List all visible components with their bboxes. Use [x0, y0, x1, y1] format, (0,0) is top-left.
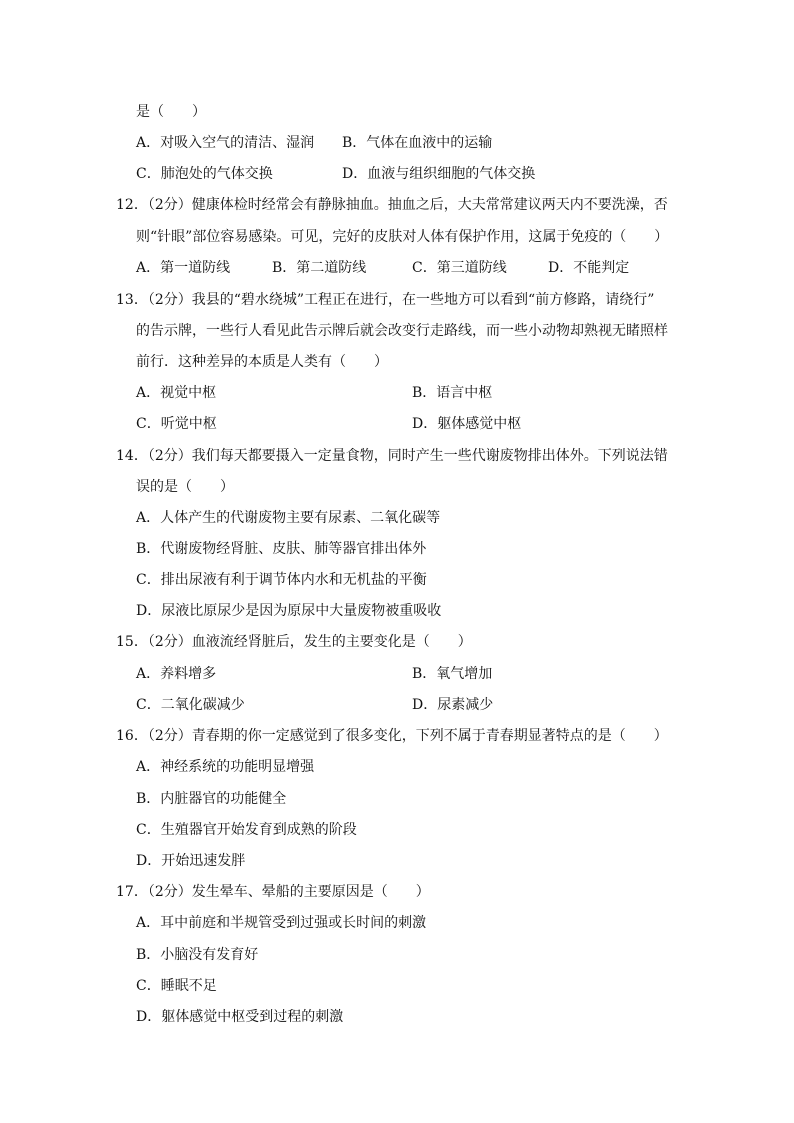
q12-option-c: C．第三道防线	[412, 260, 507, 276]
q16-option-b: B．内脏器官的功能健全	[136, 791, 287, 807]
q14-stem-line2: 误的是（ ）	[136, 479, 234, 495]
q14-stem-line1: 14．（2分）我们每天都要摄入一定量食物，同时产生一些代谢废物排出体外。下列说法错	[116, 448, 668, 464]
q13-stem-line2: 的告示牌，一些行人看见此告示牌后就会改变行走路线，而一些小动物却熟视无睹照样	[136, 323, 668, 339]
q17-option-c: C．睡眠不足	[136, 978, 217, 994]
q14-option-d: D．尿液比原尿少是因为原尿中大量废物被重吸收	[136, 603, 442, 619]
q15-stem-line1: 15．（2分）血液流经肾脏后，发生的主要变化是（ ）	[116, 634, 472, 650]
q11-stem-tail: 是（ ）	[136, 104, 206, 120]
q15-option-d: D．尿素减少	[412, 697, 494, 713]
q16-option-c: C．生殖器官开始发育到成熟的阶段	[136, 822, 357, 838]
q13-stem-line1: 13．（2分）我县的“碧水绕城”工程正在进行，在一些地方可以看到“前方修路，请绕行”	[116, 292, 655, 308]
q16-option-a: A．神经系统的功能明显增强	[136, 759, 315, 775]
q11-option-d: D．血液与组织细胞的气体交换	[342, 166, 536, 182]
q11-option-b: B．气体在血液中的运输	[342, 135, 493, 151]
q15-option-c: C．二氧化碳减少	[136, 697, 245, 713]
q17-option-a: A．耳中前庭和半规管受到过强或长时间的刺激	[136, 915, 427, 931]
q12-option-b: B．第二道防线	[272, 260, 367, 276]
q13-option-d: D．躯体感觉中枢	[412, 416, 522, 432]
q17-stem-line1: 17．（2分）发生晕车、晕船的主要原因是（ ）	[116, 884, 430, 900]
q13-stem-line3: 前行．这种差异的本质是人类有（ ）	[136, 354, 388, 370]
q12-stem-line2: 则“针眼”部位容易感染。可见，完好的皮肤对人体有保护作用，这属于免疫的（ ）	[136, 229, 669, 245]
q14-option-c: C．排出尿液有利于调节体内水和无机盐的平衡	[136, 572, 427, 588]
q12-stem-line1: 12．（2分）健康体检时经常会有静脉抽血。抽血之后，大夫常常建议两天内不要洗澡，否	[116, 197, 668, 213]
q17-option-b: B．小脑没有发育好	[136, 947, 259, 963]
q14-option-b: B．代谢废物经肾脏、皮肤、肺等器官排出体外	[136, 541, 427, 557]
q12-option-d: D．不能判定	[548, 260, 630, 276]
q14-option-a: A．人体产生的代谢废物主要有尿素、二氧化碳等	[136, 510, 441, 526]
q13-option-c: C．听觉中枢	[136, 416, 217, 432]
q13-option-b: B．语言中枢	[412, 385, 493, 401]
q11-option-c: C．肺泡处的气体交换	[136, 166, 273, 182]
q15-option-b: B．氧气增加	[412, 666, 493, 682]
q15-option-a: A．养料增多	[136, 666, 217, 682]
q16-stem-line1: 16．（2分）青春期的你一定感觉到了很多变化，下列不属于青春期显著特点的是（ ）	[116, 728, 668, 744]
q13-option-a: A．视觉中枢	[136, 385, 217, 401]
q17-option-d: D．躯体感觉中枢受到过程的刺激	[136, 1009, 344, 1025]
q11-option-a: A．对吸入空气的清洁、湿润	[136, 135, 315, 151]
q16-option-d: D．开始迅速发胖	[136, 853, 246, 869]
q12-option-a: A．第一道防线	[136, 260, 231, 276]
